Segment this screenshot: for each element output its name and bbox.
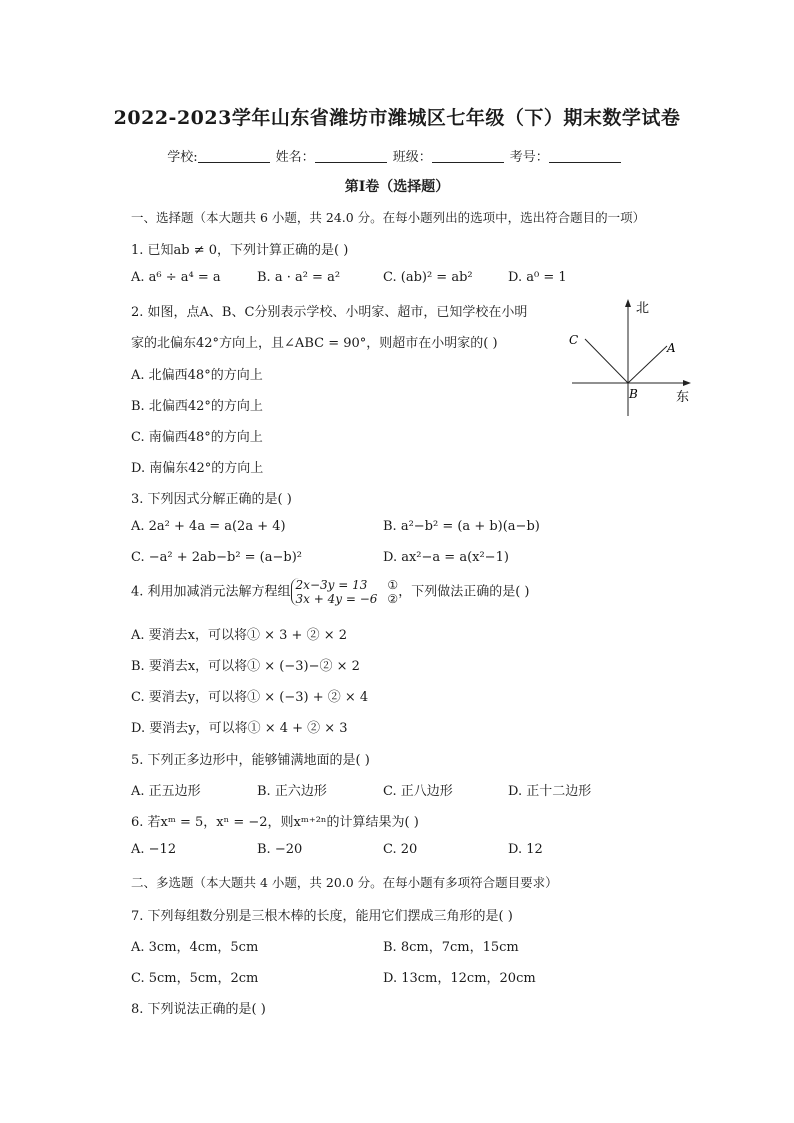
east-label: 东 [676,390,690,405]
question-2-stem-line-1: 2. 如图，点A、B、C分别表示学校、小明家、超市，已知学校在小明 [131,305,528,320]
q3-option-d: D. ax²−a = a(x²−1) [383,550,509,565]
marker-1: ① [387,578,399,592]
q7-option-c: C. 5cm，5cm，2cm [131,971,259,986]
equation-2: 3x + 4y = −6 [295,592,378,606]
class-label: 班级： [392,150,432,165]
student-info [0,146,794,165]
name-label: 姓名： [275,150,315,165]
q3-option-b: B. a²−b² = (a + b)(a−b) [383,519,540,534]
equation-markers [387,578,398,606]
exam-no-label: 考号： [509,150,549,165]
q6-option-a: A. −12 [131,842,177,857]
direction-figure [566,296,696,422]
q2-option-b: B. 北偏西42°的方向上 [131,399,263,414]
marker-2: ② [387,592,399,606]
equation-1: 2x−3y = 13 [295,578,368,592]
q6-option-d: D. 12 [508,842,543,857]
q1-option-a: A. a⁶ ÷ a⁴ = a [131,270,221,285]
q4-option-a: A. 要消去x，可以将① × 3 + ② × 2 [131,628,347,643]
q7-option-b: B. 8cm，7cm，15cm [383,940,519,955]
exam-no-blank[interactable] [549,148,621,163]
q5-option-b: B. 正六边形 [257,784,327,799]
question-2-stem-line-2: 家的北偏东42°方向上，且∠ABC = 90°，则超市在小明家的( ) [131,336,498,351]
q2-option-d: D. 南偏东42°的方向上 [131,461,264,476]
school-label: 学校: [167,150,198,165]
q7-option-a: A. 3cm，4cm，5cm [131,940,259,955]
direction-diagram [566,296,696,422]
q4-option-c: C. 要消去y，可以将① × (−3) + ② × 4 [131,690,369,705]
class-blank[interactable] [432,148,504,163]
q5-option-a: A. 正五边形 [131,784,201,799]
question-6-stem: 6. 若xᵐ = 5，xⁿ = −2，则xᵐ⁺²ⁿ的计算结果为( ) [131,815,419,830]
q2-option-c: C. 南偏西48°的方向上 [131,430,263,445]
name-blank[interactable] [315,148,387,163]
q4-stem-after: ，下列做法正确的是( ) [398,584,530,600]
question-3-stem: 3. 下列因式分解正确的是( ) [131,492,292,507]
q7-option-d: D. 13cm，12cm，20cm [383,971,536,986]
q2-option-a: A. 北偏西48°的方向上 [131,368,263,383]
point-a-label: A [667,341,676,355]
q4-option-d: D. 要消去y，可以将① × 4 + ② × 3 [131,721,348,736]
point-b-label: B [629,387,638,401]
q4-option-b: B. 要消去x，可以将① × (−3)−② × 2 [131,659,360,674]
question-4-stem [131,578,529,606]
q6-option-b: B. −20 [257,842,303,857]
q5-option-c: C. 正八边形 [383,784,453,799]
q5-option-d: D. 正十二边形 [508,784,592,799]
q1-option-d: D. a⁰ = 1 [508,270,567,285]
question-8-stem: 8. 下列说法正确的是( ) [131,1002,266,1017]
school-blank[interactable] [198,148,270,163]
q1-option-b: B. a · a² = a² [257,270,341,285]
q6-option-c: C. 20 [383,842,418,857]
question-7-stem: 7. 下列每组数分别是三根木棒的长度，能用它们摆成三角形的是( ) [131,909,513,924]
volume-title: 第I卷（选择题） [344,179,450,195]
q3-option-c: C. −a² + 2ab−b² = (a−b)² [131,550,303,565]
q1-option-c: C. (ab)² = ab² [383,270,473,285]
section-heading-multiple: 二、多选题（本大题共 4 小题，共 20.0 分。在每小题有多项符合题目要求） [131,875,558,890]
question-1-stem: 1. 已知ab ≠ 0，下列计算正确的是( ) [131,243,349,258]
question-5-stem: 5. 下列正多边形中，能够铺满地面的是( ) [131,753,370,768]
point-c-label: C [569,333,579,347]
q3-option-a: A. 2a² + 4a = a(2a + 4) [131,519,286,534]
page-title: 2022-2023学年山东省潍坊市潍城区七年级（下）期末数学试卷 [113,107,681,129]
section-heading-choice: 一、选择题（本大题共 6 小题，共 24.0 分。在每小题列出的选项中，选出符合题目的一项） [131,210,646,225]
north-label: 北 [636,301,650,316]
q4-stem-before: 4. 利用加减消元法解方程组 [131,584,291,600]
equation-system [291,578,378,606]
